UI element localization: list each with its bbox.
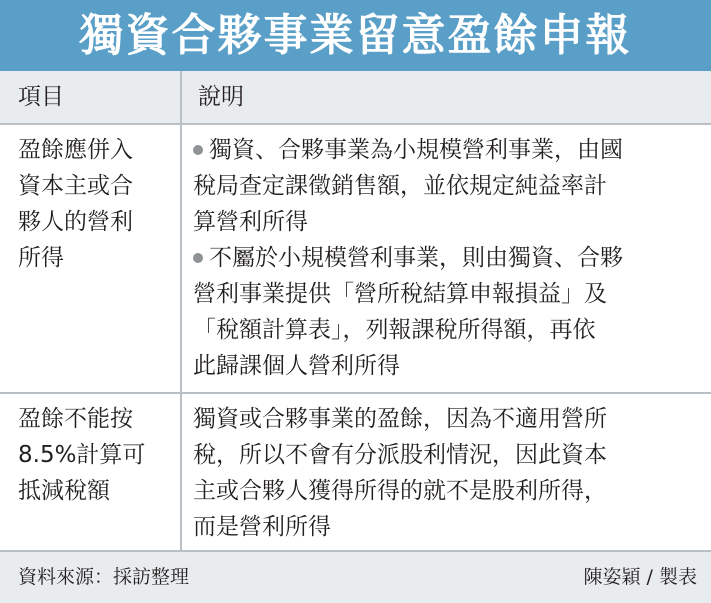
row-divider <box>0 123 711 125</box>
text-line: 營利事業提供「營所稅結算申報損益」及 <box>193 281 607 307</box>
text-line: 所得 <box>18 245 64 271</box>
footer <box>0 552 711 603</box>
row2-description <box>193 401 703 545</box>
table-header <box>0 71 711 123</box>
text-line: 夥人的營利 <box>18 209 133 235</box>
list-item <box>193 240 703 276</box>
text-line: 稅，所以不會有分派股利情況，因此資本 <box>193 442 607 468</box>
row-divider <box>0 392 711 394</box>
source-note: 資料來源：採訪整理 <box>18 566 190 588</box>
text-line: 8.5%計算可 <box>18 442 146 468</box>
header-description: 說明 <box>198 84 244 110</box>
text-line: 算營利所得 <box>193 209 308 235</box>
text-line: 盈餘不能按 <box>18 406 133 432</box>
text-line: 獨資、合夥事業為小規模營利事業，由國 <box>209 137 623 163</box>
text-line: 獨資或合夥事業的盈餘，因為不適用營所 <box>193 406 607 432</box>
row1-description <box>193 132 703 384</box>
list-item <box>193 132 703 168</box>
text-line: 不屬於小規模營利事業，則由獨資、合夥 <box>209 245 623 271</box>
bullet-icon <box>193 253 203 263</box>
text-line: 抵減稅額 <box>18 478 110 504</box>
column-divider <box>180 71 182 552</box>
bullet-icon <box>193 145 203 155</box>
text-line: 資本主或合 <box>18 173 133 199</box>
text-line: 此歸課個人營利所得 <box>193 353 400 379</box>
text-line: 稅局查定課徵銷售額，並依規定純益率計 <box>193 173 607 199</box>
text-line: 主或合夥人獲得所得的就不是股利所得， <box>193 478 607 504</box>
header-item: 項目 <box>18 84 64 110</box>
text-line: 「稅額計算表」，列報課稅所得額，再依 <box>193 317 596 343</box>
text-line: 盈餘應併入 <box>18 137 133 163</box>
text-line: 而是營利所得 <box>193 514 331 540</box>
row2-item <box>18 401 168 509</box>
page-title: 獨資合夥事業留意盈餘申報 <box>0 0 711 71</box>
row1-item <box>18 132 168 276</box>
credit-note: 陳姿穎 / 製表 <box>583 566 697 588</box>
